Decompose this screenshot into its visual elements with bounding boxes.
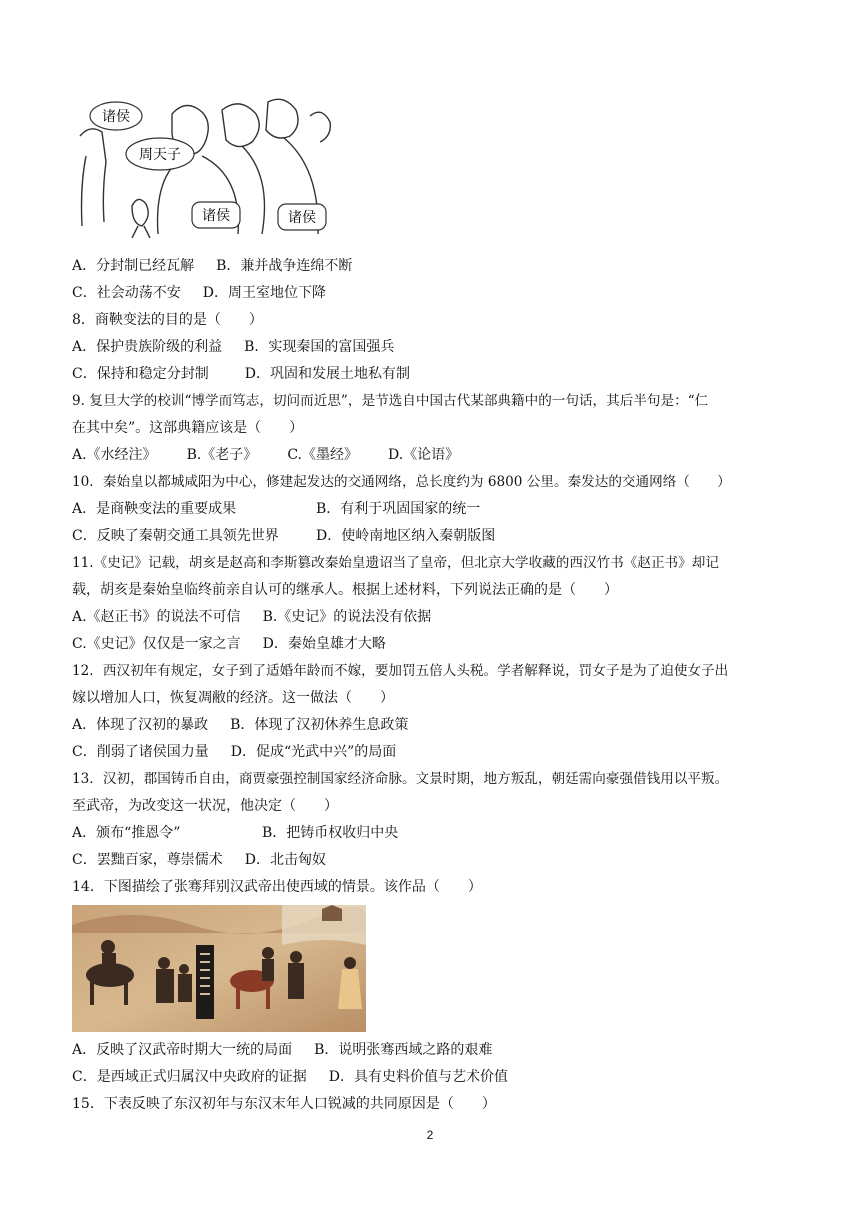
q9-option-c[interactable]: C.《墨经》: [287, 447, 358, 463]
q13-option-c[interactable]: C．罢黜百家，尊崇儒术: [72, 852, 223, 868]
q8-stem: 8．商鞅变法的目的是（ ）: [72, 312, 263, 328]
q9-options-row: [72, 445, 459, 465]
q9-option-d[interactable]: D.《论语》: [387, 447, 460, 463]
q11-option-d[interactable]: D．秦始皇雄才大略: [262, 636, 386, 652]
q10-option-d[interactable]: D．使岭南地区纳入秦朝版图: [316, 528, 496, 544]
q9-stem-line-2: 在其中矣”。这部典籍应该是（ ）: [72, 420, 304, 436]
q11-option-b[interactable]: B.《史记》的说法没有依据: [262, 609, 432, 625]
q7-options-row-1: [72, 256, 352, 276]
q13-options-row-2: [72, 850, 326, 870]
q14-stem: 14．下图描绘了张骞拜别汉武帝出使西域的情景。该作品（ ）: [72, 879, 482, 895]
bubble-label-lords-2: 诸侯: [202, 208, 230, 224]
q10-option-a[interactable]: A．是商鞅变法的重要成果: [72, 501, 237, 517]
q14-option-b[interactable]: B．说明张骞西域之路的艰难: [314, 1042, 493, 1058]
q14-option-c[interactable]: C．是西域正式归属汉中央政府的证据: [72, 1069, 307, 1085]
q13-stem-line-1: 13．汉初，郡国铸币自由，商贾豪强控制国家经济命脉。文景时期，地方叛乱，朝廷需向豪强借钱用以平叛。: [72, 771, 729, 787]
q13-option-d[interactable]: D．北击匈奴: [244, 852, 326, 868]
q14-options-row-2: [72, 1067, 508, 1087]
q11-options-row-2: [72, 634, 386, 654]
q7-option-b[interactable]: B．兼并战争连绵不断: [216, 258, 353, 274]
q10-option-b[interactable]: B．有利于巩固国家的统一: [316, 501, 481, 517]
q13-option-a[interactable]: A．颁布“推恩令”: [72, 825, 181, 841]
q14-options-row-1: [72, 1040, 492, 1060]
page-number: 2: [426, 1128, 434, 1142]
q8-options-row-1: [72, 337, 394, 357]
q13-option-b[interactable]: B．把铸币权收归中央: [262, 825, 399, 841]
q13-options-row-1: [72, 823, 398, 843]
q7-option-d[interactable]: D．周王室地位下降: [202, 285, 326, 301]
zhang-qian-mural-image: [72, 905, 366, 1032]
q9-option-a[interactable]: A.《水经注》: [72, 447, 157, 463]
q7-option-a[interactable]: A．分封制已经瓦解: [72, 258, 195, 274]
q12-stem-line-1: 12．西汉初年有规定，女子到了适婚年龄而不嫁，要加罚五倍人头税。学者解释说，罚女子是为了迫使女子出: [72, 663, 729, 679]
q10-stem: 10．秦始皇以都城咸阳为中心，修建起发达的交通网络，总长度约为 6800 公里。秦发达的交通网络（ ）: [72, 474, 731, 490]
q13-stem-line-2: 至武帝，为改变这一状况，他决定（ ）: [72, 798, 338, 814]
q8-option-d[interactable]: D．巩固和发展土地私有制: [244, 366, 410, 382]
q10-option-c[interactable]: C．反映了秦朝交通工具领先世界: [72, 528, 279, 544]
q9-stem-line-1: 9. 复旦大学的校训“博学而笃志，切问而近思”，是节选自中国古代某部典籍中的一句话，其后半句是：“仁: [72, 393, 709, 409]
q12-option-c[interactable]: C．削弱了诸侯国力量: [72, 744, 209, 760]
feudal-lords-cartoon-image: [72, 96, 334, 238]
q12-options-row-2: [72, 742, 396, 762]
q14-option-d[interactable]: D．具有史料价值与艺术价值: [328, 1069, 508, 1085]
q12-option-d[interactable]: D．促成“光武中兴”的局面: [230, 744, 397, 760]
q8-option-b[interactable]: B．实现秦国的富国强兵: [244, 339, 395, 355]
q11-options-row-1: [72, 607, 431, 627]
q10-options-row-2: [72, 526, 495, 546]
q8-options-row-2: [72, 364, 410, 384]
q12-option-a[interactable]: A．体现了汉初的暴政: [72, 717, 209, 733]
q12-options-row-1: [72, 715, 408, 735]
bubble-label-zhou-king: 周天子: [139, 147, 181, 163]
q11-option-c[interactable]: C.《史记》仅仅是一家之言: [72, 636, 241, 652]
q7-option-c[interactable]: C．社会动荡不安: [72, 285, 181, 301]
q9-option-b[interactable]: B.《老子》: [186, 447, 258, 463]
q7-options-row-2: [72, 283, 326, 303]
q14-option-a[interactable]: A．反映了汉武帝时期大一统的局面: [72, 1042, 293, 1058]
q11-option-a[interactable]: A.《赵正书》的说法不可信: [72, 609, 241, 625]
bubble-label-lords-1: 诸侯: [102, 109, 130, 125]
q10-options-row-1: [72, 499, 480, 519]
q8-option-a[interactable]: A．保护贵族阶级的利益: [72, 339, 223, 355]
bubble-label-lords-3: 诸侯: [288, 210, 316, 226]
q12-option-b[interactable]: B．体现了汉初休养生息政策: [230, 717, 409, 733]
q12-stem-line-2: 嫁以增加人口，恢复凋敝的经济。这一做法（ ）: [72, 690, 394, 706]
q11-stem-line-2: 载，胡亥是秦始皇临终前亲自认可的继承人。根据上述材料，下列说法正确的是（ ）: [72, 582, 618, 598]
q15-stem: 15．下表反映了东汉初年与东汉末年人口锐减的共同原因是（ ）: [72, 1096, 496, 1112]
q11-stem-line-1: 11.《史记》记载，胡亥是赵高和李斯篡改秦始皇遗诏当了皇帝，但北京大学收藏的西汉竹书《赵正书》却记: [72, 555, 719, 571]
q8-option-c[interactable]: C．保持和稳定分封制: [72, 366, 209, 382]
